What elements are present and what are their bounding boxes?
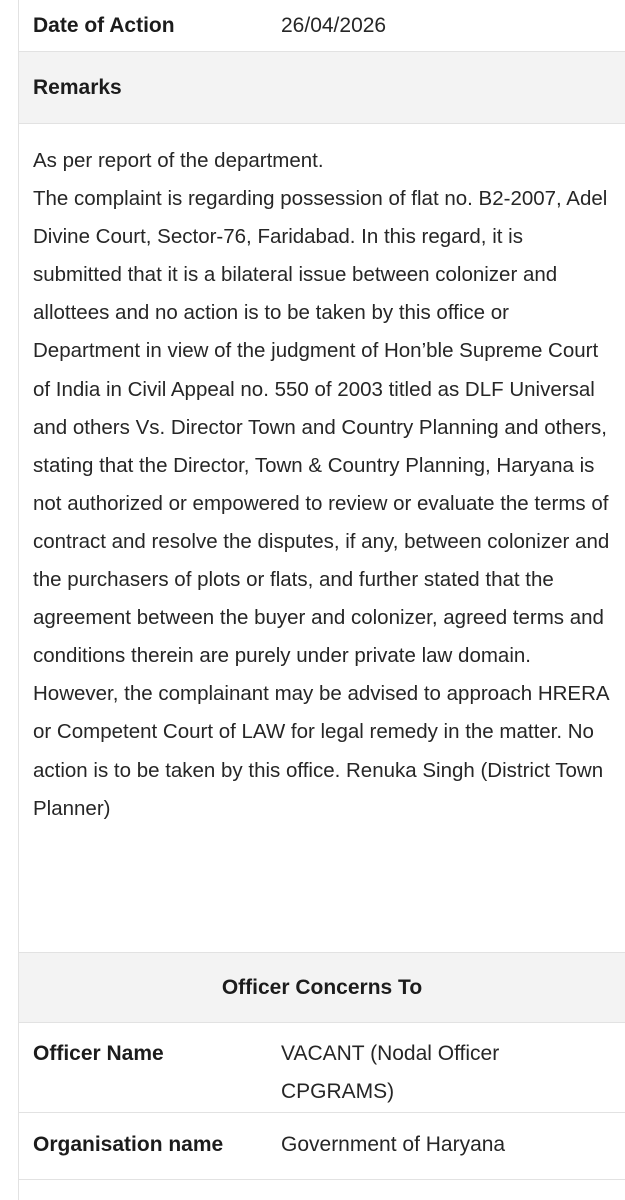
remarks-label: Remarks (33, 75, 122, 99)
organisation-name-row (19, 1113, 625, 1180)
officer-name-label: Officer Name (33, 1042, 164, 1065)
remarks-line-2: The complaint is regarding possession of flat no. B2-2007, Adel Divine Court, Sector-76, Faridabad. In this regard, it is submitted that it is a bilateral issue between colonizer and allottees and no action is to be taken by this office or Department in view of the judgment of Hon’ble Supreme Court of India in Civil Appeal no. 550 of 2003 titled as DLF Universal and others Vs. Director Town and Country Planning and others, stating that the Director, Town & Country Planning, Haryana is not authorized or empowered to review or evaluate the terms of contract and resolve the disputes, if any, between colonizer and the purchasers of plots or flats, and further stated that the agreement between the buyer and colonizer, agreed terms and conditions therein are purely under private law domain. However, the complainant may be advised to approach HRERA or Competent Court of LAW for legal remedy in the matter. No action is to be taken by this office. Renuka Singh (District Town Planner) (33, 187, 610, 820)
remarks-line-1: As per report of the department. (33, 149, 324, 172)
remarks-header-row (19, 52, 625, 124)
organisation-name-label: Organisation name (33, 1133, 224, 1156)
officer-name-value: VACANT (Nodal Officer CPGRAMS) (281, 1042, 500, 1103)
officer-name-row (19, 1023, 625, 1113)
date-of-action-value: 26/04/2026 (281, 14, 387, 37)
table-continuation (19, 1180, 625, 1200)
officer-concerns-heading: Officer Concerns To (19, 953, 625, 1023)
date-of-action-row (19, 0, 625, 52)
remarks-text (19, 124, 625, 953)
organisation-name-value: Government of Haryana (281, 1133, 506, 1156)
date-of-action-label: Date of Action (33, 14, 175, 37)
grievance-detail-table (18, 0, 625, 1200)
